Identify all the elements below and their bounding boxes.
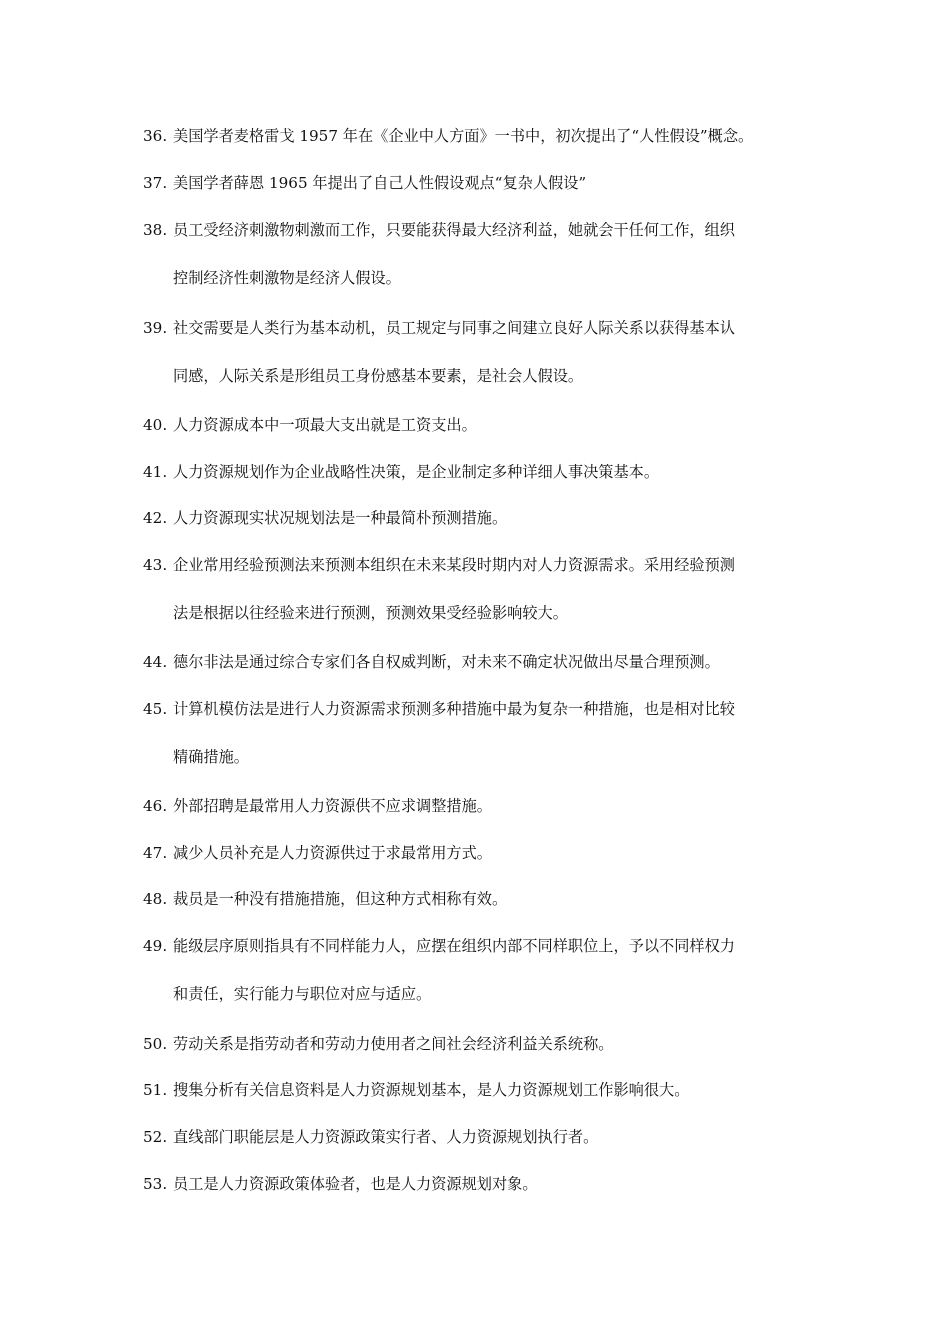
item-text-continuation: 控制经济性刺激物是经济人假设。 <box>173 269 401 287</box>
item-text: 人力资源规划作为企业战略性决策，是企业制定多种详细人事决策基本。 <box>173 463 659 481</box>
item-text: 劳动关系是指劳动者和劳动力使用者之间社会经济利益关系统称。 <box>173 1035 614 1053</box>
item-number: 50. <box>143 1035 168 1053</box>
item-text: 美国学者薛恩 1965 年提出了自己人性假设观点“复杂人假设” <box>173 174 587 192</box>
item-number: 39. <box>143 319 168 337</box>
item-number: 43. <box>143 556 168 574</box>
item-text: 计算机模仿法是进行人力资源需求预测多种措施中最为复杂一种措施，也是相对比较 <box>173 700 735 718</box>
item-text: 人力资源现实状况规划法是一种最简朴预测措施。 <box>173 509 508 527</box>
item-number: 41. <box>143 463 168 481</box>
item-number: 40. <box>143 416 168 434</box>
item-number: 38. <box>143 221 168 239</box>
item-text: 员工受经济刺激物刺激而工作，只要能获得最大经济利益，她就会干任何工作，组织 <box>173 221 735 239</box>
item-text: 搜集分析有关信息资料是人力资源规划基本，是人力资源规划工作影响很大。 <box>173 1081 690 1099</box>
item-text: 员工是人力资源政策体验者，也是人力资源规划对象。 <box>173 1175 538 1193</box>
item-number: 44. <box>143 653 168 671</box>
item-text-continuation: 和责任，实行能力与职位对应与适应。 <box>173 985 432 1003</box>
item-number: 52. <box>143 1128 168 1146</box>
item-text: 社交需要是人类行为基本动机，员工规定与同事之间建立良好人际关系以获得基本认 <box>173 319 735 337</box>
item-number: 45. <box>143 700 168 718</box>
item-text: 德尔非法是通过综合专家们各自权威判断，对未来不确定状况做出尽量合理预测。 <box>173 653 720 671</box>
item-number: 48. <box>143 890 168 908</box>
item-text-continuation: 法是根据以往经验来进行预测，预测效果受经验影响较大。 <box>173 604 568 622</box>
item-number: 51. <box>143 1081 168 1099</box>
item-text: 裁员是一种没有措施措施，但这种方式相称有效。 <box>173 890 508 908</box>
item-text-continuation: 精确措施。 <box>173 748 249 766</box>
item-number: 49. <box>143 937 168 955</box>
item-text: 直线部门职能层是人力资源政策实行者、人力资源规划执行者。 <box>173 1128 599 1146</box>
item-text-continuation: 同感，人际关系是形组员工身份感基本要素，是社会人假设。 <box>173 367 584 385</box>
item-text: 美国学者麦格雷戈 1957 年在《企业中人方面》一书中，初次提出了“人性假设”概念。 <box>173 127 754 145</box>
item-number: 46. <box>143 797 168 815</box>
item-number: 47. <box>143 844 168 862</box>
item-number: 37. <box>143 174 168 192</box>
item-number: 53. <box>143 1175 168 1193</box>
item-number: 42. <box>143 509 168 527</box>
item-text: 企业常用经验预测法来预测本组织在未来某段时期内对人力资源需求。采用经验预测 <box>173 556 735 574</box>
item-text: 外部招聘是最常用人力资源供不应求调整措施。 <box>173 797 492 815</box>
item-text: 人力资源成本中一项最大支出就是工资支出。 <box>173 416 477 434</box>
item-text: 能级层序原则指具有不同样能力人，应摆在组织内部不同样职位上，予以不同样权力 <box>173 937 735 955</box>
item-number: 36. <box>143 127 168 145</box>
item-text: 减少人员补充是人力资源供过于求最常用方式。 <box>173 844 492 862</box>
